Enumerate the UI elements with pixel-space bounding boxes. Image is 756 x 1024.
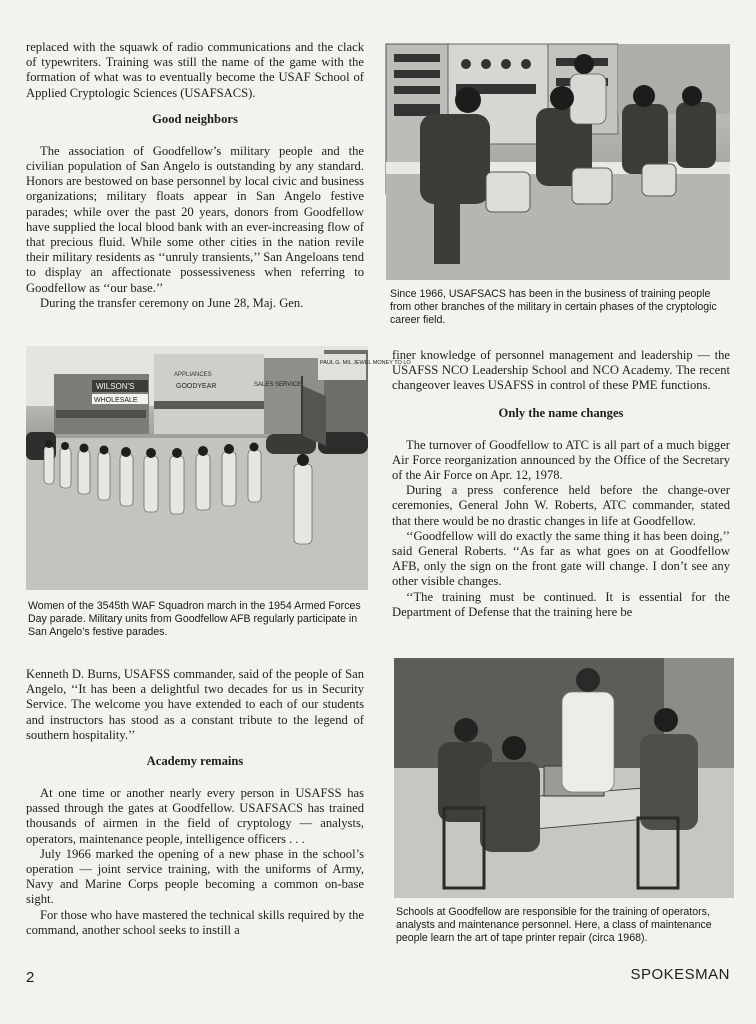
left-column-bottom-text [26, 667, 364, 938]
page-number: 2 [26, 969, 35, 986]
sign-wholesale: WHOLESALE [94, 397, 138, 404]
sign-sales-service: SALES SERVICE [254, 382, 302, 388]
parade-scene-illustration [26, 346, 411, 590]
paragraph-burns-quote: Kenneth D. Burns, USAFSS commander, said of the people of San Angelo, ‘‘It has been a delightful two decades for us in Security Service. The welcome you have extended to each of our students and instructors has stood as a constant tribute to the legend of southern hospitality.’’ [26, 667, 364, 742]
paragraph-nco-academy: finer knowledge of personnel management and leadership — the USAFSS NCO Leadership School and NCO Academy. The recent changeover leaves USAFSS in control of these PME functions. [392, 348, 730, 393]
left-column-top-text [26, 40, 364, 311]
paragraph-july-1966: July 1966 marked the opening of a new phase in the school’s operation — joint service training, with the uniforms of Army, Navy and Marine Corps people becoming a common on-base sight. [26, 846, 364, 907]
paragraph-press-conference: During a press conference held before the change-over ceremonies, General John W. Roberts, ATC commander, stated that there would be no drastic changes in life at Goodfellow. [392, 483, 730, 528]
radio-room-illustration [386, 44, 730, 280]
paragraph-association: The association of Goodfellow’s military people and the civilian population of San Angelo is outstanding by any standard. Honors are bestowed on base personnel by local civic and business organizations; military floats appear in San Angelo festive parades; while over the past 20 years, donors from Goodfellow have supplied the local blood bank with an ever-increasing flow of that precious fluid. While some other cities in the nation revile their military residents as ‘‘unruly transients,’’ San Angeloans tend to display an affectionate possessiveness when referring to Goodfellow as ‘‘our base.’’ [26, 143, 364, 295]
paragraph-turnover: The turnover of Goodfellow to ATC is all part of a much bigger Air Force reorganization announced by the Office of the Secretary of the Air Force on Apr. 12, 1978. [392, 437, 730, 483]
paragraph-training: replaced with the squawk of radio communications and the clack of typewriters. Training was still the name of the game with the formation of what was to eventually become the USAF School of Applied Cryptologic Sciences (USAFSACS). [26, 40, 364, 100]
paragraph-usafss-gates: At one time or another nearly every person in USAFSS has passed through the gates at Goodfellow. USAFSACS has trained thousands of airmen in the field of cryptology — analysts, operators, maintenance people, intelligence officers . . . [26, 786, 364, 846]
sign-paul-g-mil: PAUL G. MIL JEWEL MONEY TO LO [320, 360, 411, 366]
caption-class: Schools at Goodfellow are responsible for the training of operators, analysts and maintenance personnel. Here, a class of maintenance people learn the art of tape printer repair (circa 1968). [396, 906, 712, 945]
classroom-illustration [394, 658, 734, 898]
photo-waf-parade [26, 346, 411, 590]
right-column-text [392, 348, 730, 620]
heading-academy-remains: Academy remains [146, 754, 244, 769]
caption-parade: Women of the 3545th WAF Squadron march in the 1954 Armed Forces Day parade. Military units from Goodfellow AFB regularly participate in San Angelo’s festive parades. [28, 600, 361, 639]
paragraph-transfer-ceremony: During the transfer ceremony on June 28, Maj. Gen. [40, 295, 304, 310]
sign-goodyear: GOODYEAR [176, 383, 217, 390]
magazine-name: SPOKESMAN [630, 966, 730, 983]
sign-appliances: APPLIANCES [174, 372, 212, 378]
photo-radio-operators [386, 44, 730, 280]
paragraph-general-roberts-quote: ‘‘Goodfellow will do exactly the same thing it has been doing,’’ said General Roberts. ‘‘As far as what goes on at Goodfellow AFB, only the sign on the front gate will change. I don’t see any other visible changes. [392, 528, 730, 589]
paragraph-technical-skills: For those who have mastered the technical skills required by the command, another school seeks to instill a [26, 907, 364, 937]
photo-maintenance-class [394, 658, 734, 898]
heading-only-the-name-changes: Only the name changes [498, 405, 624, 420]
caption-radio: Since 1966, USAFSACS has been in the business of training people from other branches of the military in certain phases of the cryptologic career field. [390, 288, 717, 327]
sign-wilsons: WILSON'S [96, 382, 135, 391]
heading-good-neighbors: Good neighbors [152, 111, 238, 126]
paragraph-training-continued: ‘‘The training must be continued. It is essential for the Department of Defense that the training here be [392, 589, 730, 619]
